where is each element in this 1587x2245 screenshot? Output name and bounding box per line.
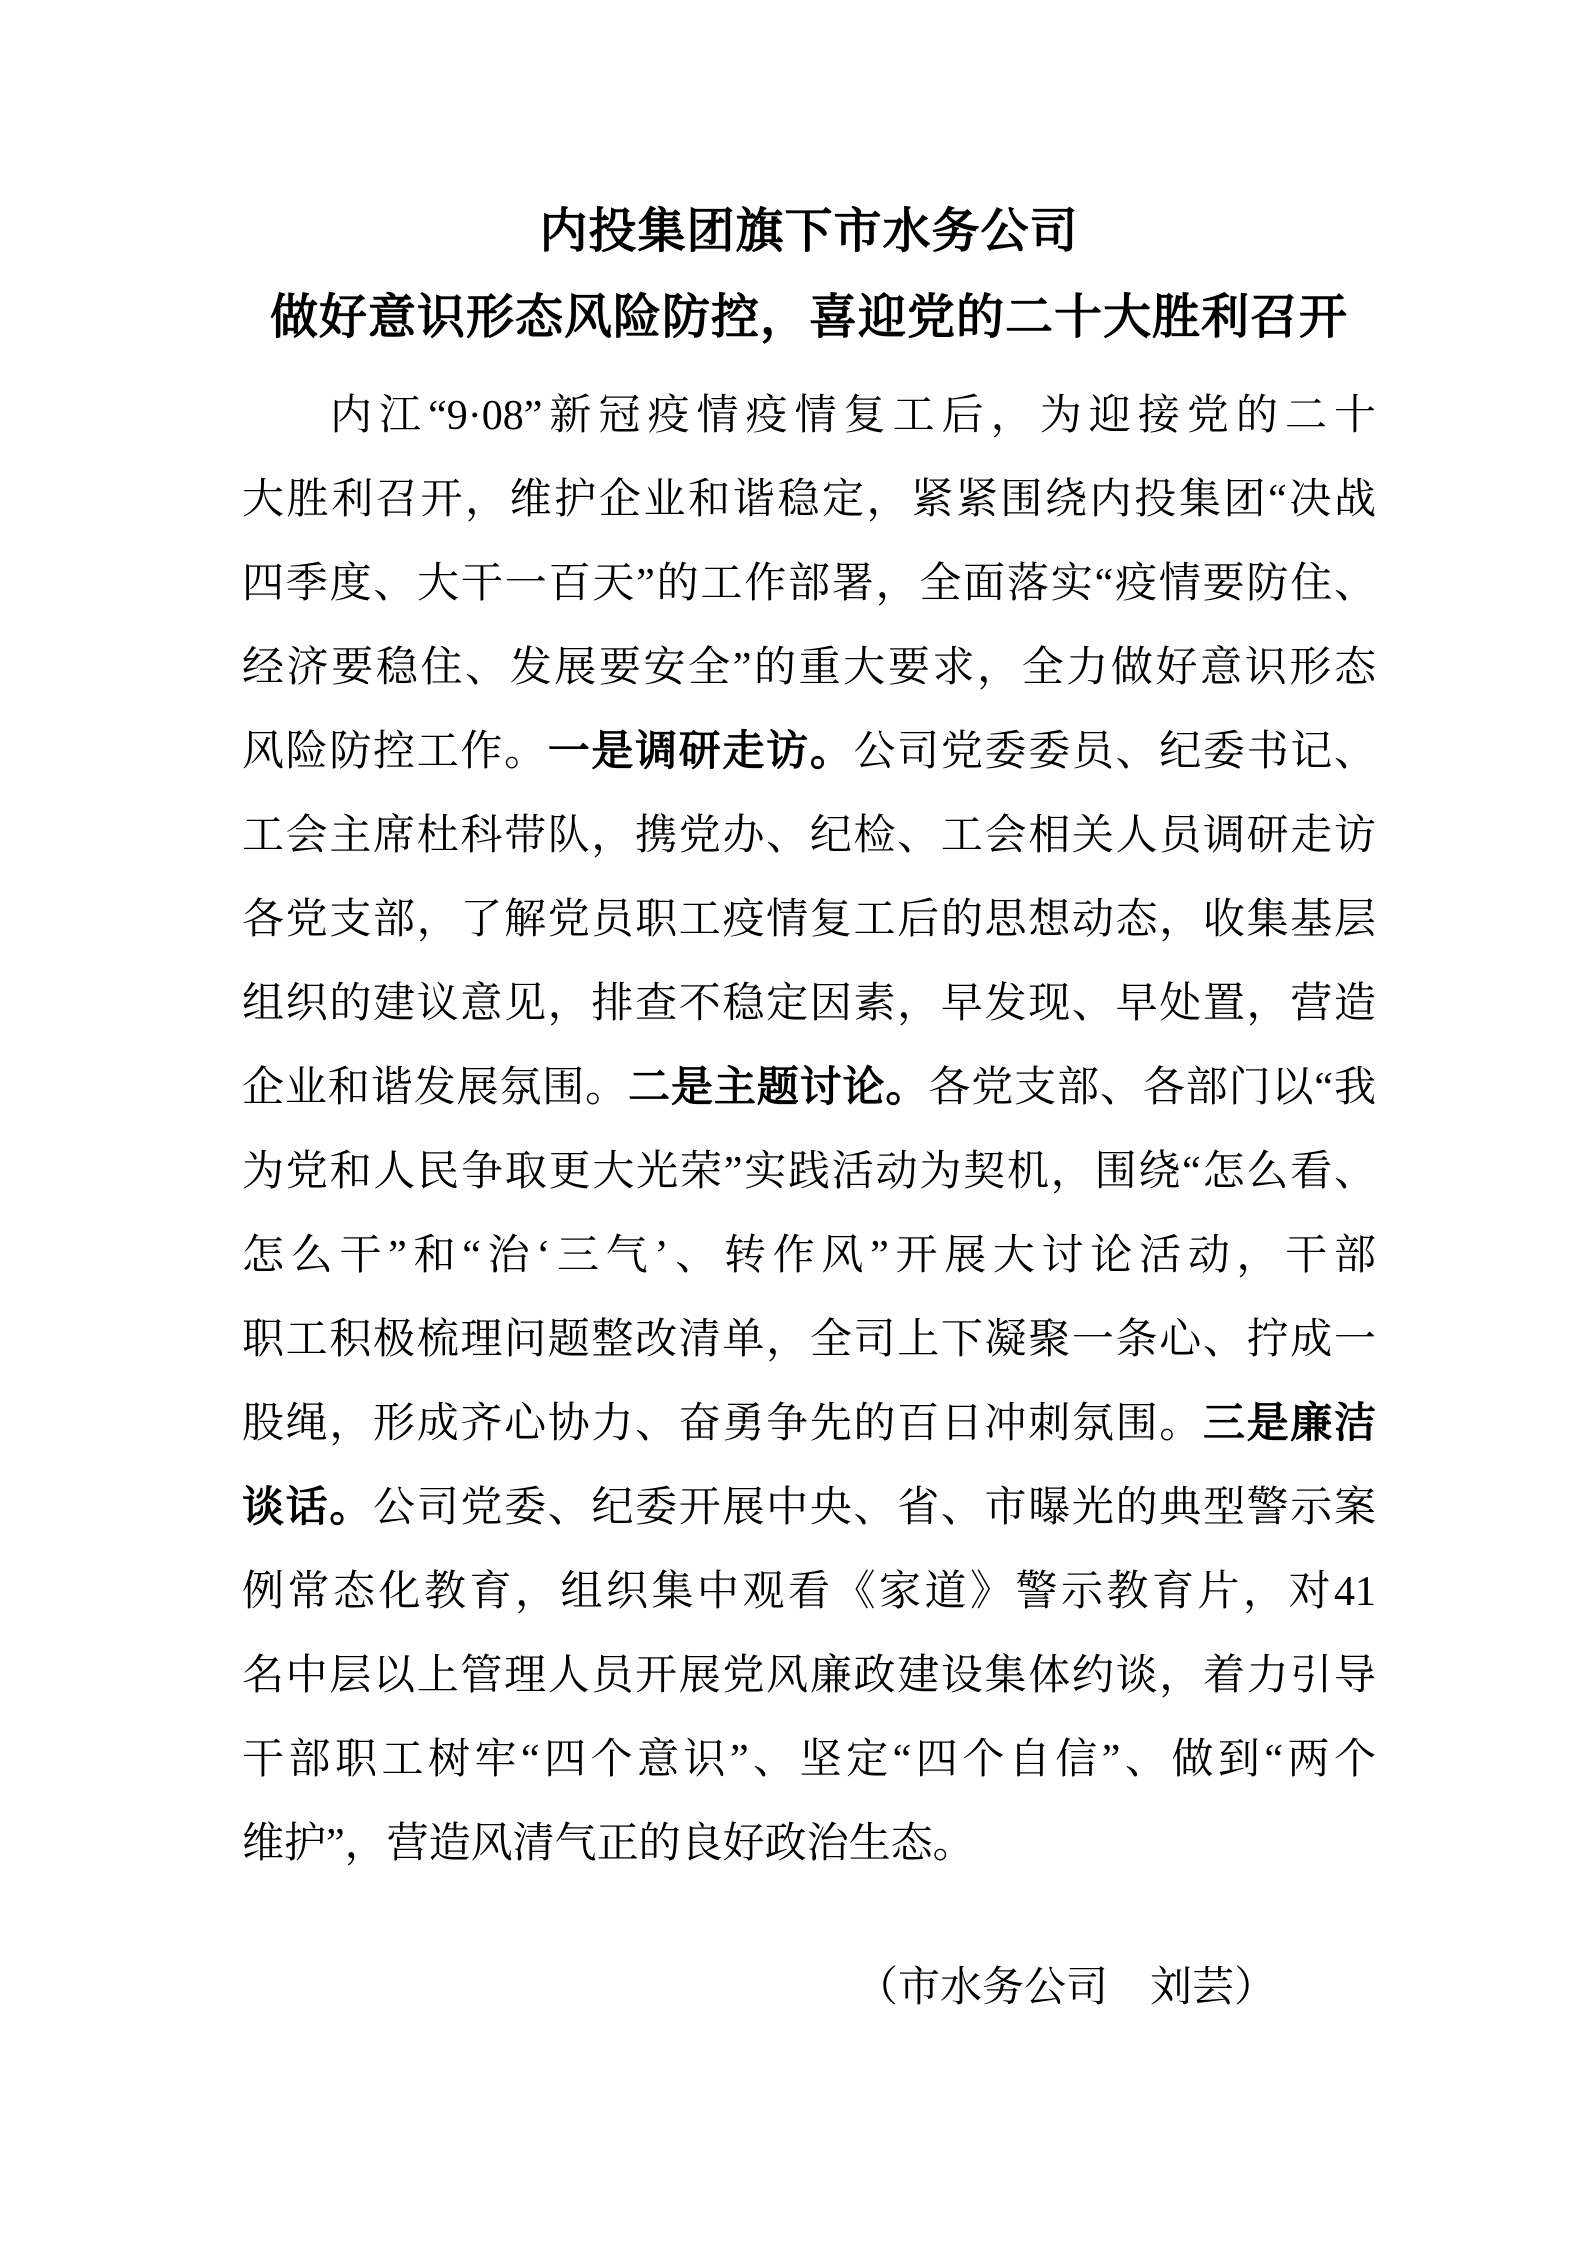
- body-line: [242, 1214, 1376, 1298]
- body-line: [242, 1802, 1376, 1886]
- document-content: [242, 189, 1376, 2030]
- body-line: [242, 1718, 1376, 1802]
- body-segment: 公司党委委员、纪委书记、: [853, 729, 1376, 775]
- body-line: [242, 626, 1376, 710]
- body-line: [242, 1634, 1376, 1718]
- body-segment: 内江“9·08”新冠疫情疫情复工后，为迎接党的二十: [330, 393, 1376, 439]
- body-segment: 名中层以上管理人员开展党风廉政建设集体约谈，着力引导: [242, 1653, 1376, 1699]
- body-segment: 为党和人民争取更大光荣”实践活动为契机，围绕“怎么看、: [242, 1149, 1376, 1195]
- body-segment-bold: 二是主题讨论。: [628, 1065, 929, 1111]
- body-segment: 各党支部、各部门以“我: [928, 1065, 1376, 1111]
- document-title-line-2: 做好意识形态风险防控，喜迎党的二十大胜利召开: [269, 291, 1348, 344]
- body-line: [242, 794, 1376, 878]
- body-segment: 经济要稳住、发展要安全”的重大要求，全力做好意识形态: [242, 645, 1376, 691]
- body-line: [242, 962, 1376, 1046]
- document-body: [242, 374, 1376, 1886]
- body-line: [242, 1130, 1376, 1214]
- body-segment: 工会主席杜科带队，携党办、纪检、工会相关人员调研走访: [242, 813, 1376, 859]
- body-segment: 风险防控工作。: [242, 729, 548, 775]
- body-line: [242, 542, 1376, 626]
- body-segment: 例常态化教育，组织集中观看《家道》警示教育片，对41: [242, 1569, 1376, 1615]
- body-segment-bold: 一是调研走访。: [547, 729, 854, 775]
- body-segment: 公司党委、纪委开展中央、省、市曝光的典型警示案: [373, 1485, 1376, 1531]
- body-segment: 股绳，形成齐心协力、奋勇争先的百日冲刺氛围。: [242, 1401, 1203, 1447]
- body-segment: 各党支部，了解党员职工疫情复工后的思想动态，收集基层: [242, 897, 1376, 943]
- body-segment: 大胜利召开，维护企业和谐稳定，紧紧围绕内投集团“决战: [242, 477, 1376, 523]
- document-title-line-1: 内投集团旗下市水务公司: [539, 205, 1079, 258]
- body-segment: 维护”，营造风清气正的良好政治生态。: [242, 1821, 975, 1867]
- body-segment: 怎么干”和“治‘三气’、转作风”开展大讨论活动，干部: [242, 1233, 1376, 1279]
- body-segment: 干部职工树牢“四个意识”、坚定“四个自信”、做到“两个: [242, 1737, 1376, 1783]
- body-line: [242, 1298, 1376, 1382]
- body-segment-bold: 谈话。: [242, 1485, 374, 1531]
- body-line: [242, 1550, 1376, 1634]
- body-segment: 四季度、大干一百天”的工作部署，全面落实“疫情要防住、: [242, 561, 1376, 607]
- body-line: [242, 1466, 1376, 1550]
- signature-line: （市水务公司 刘芸）: [855, 1965, 1276, 2011]
- body-segment: 组织的建议意见，排查不稳定因素，早发现、早处置，营造: [242, 981, 1376, 1027]
- body-line: [242, 710, 1376, 794]
- body-line: [242, 1046, 1376, 1130]
- body-segment: 企业和谐发展氛围。: [242, 1065, 629, 1111]
- body-segment-bold: 三是廉洁: [1202, 1401, 1376, 1447]
- body-line: [242, 1382, 1376, 1466]
- body-line: [242, 878, 1376, 962]
- body-line: [242, 374, 1376, 458]
- body-line: [242, 458, 1376, 542]
- body-segment: 职工积极梳理问题整改清单，全司上下凝聚一条心、拧成一: [242, 1317, 1376, 1363]
